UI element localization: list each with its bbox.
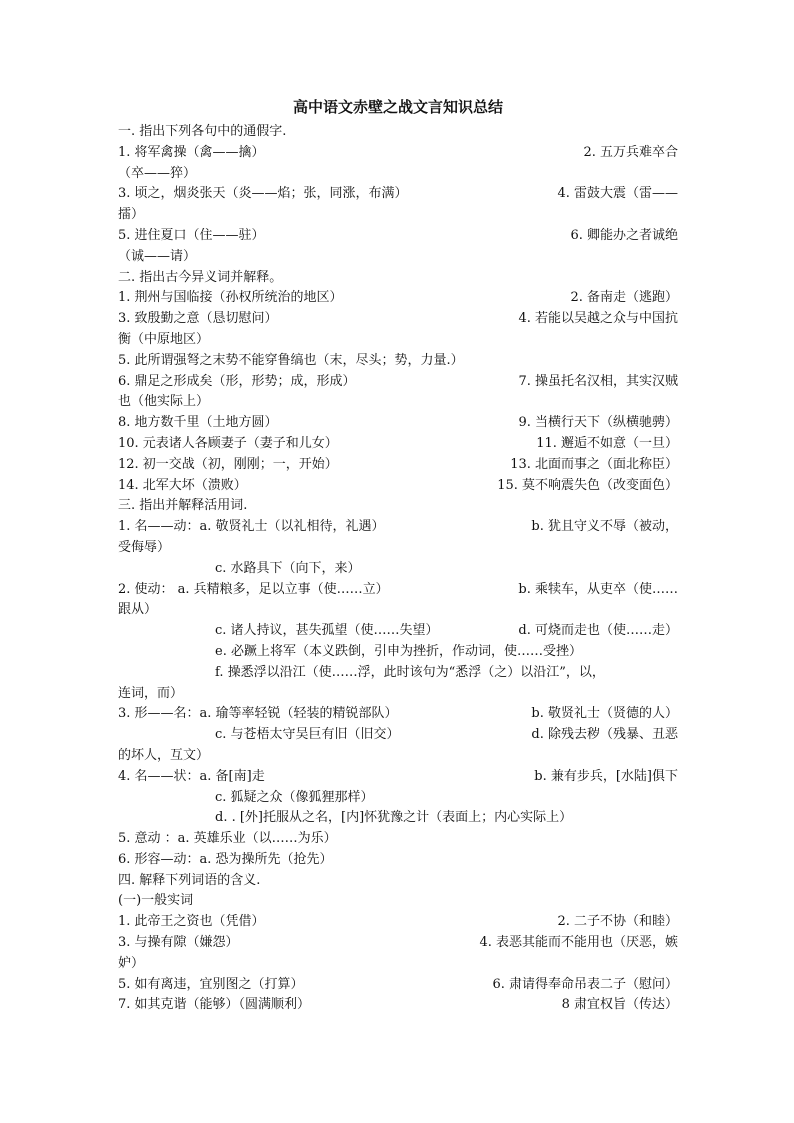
text-line-left: 3. 顷之，烟炎张天（炎——焰；张，同涨，布满） bbox=[118, 186, 408, 202]
text-line: 一. 指出下列各句中的通假字. bbox=[118, 124, 287, 139]
text-line-pair bbox=[118, 725, 678, 746]
text-line-right: 2. 五万兵难卒合 bbox=[583, 144, 678, 160]
text-line-left: 1. 将军禽操（禽——擒） bbox=[118, 144, 265, 160]
text-line-left: 4. 名——状：a. 备[南]走 bbox=[118, 768, 265, 784]
text-line: d. . [外]托服从之名，[内]怀犹豫之计（表面上；内心实际上） bbox=[215, 810, 573, 826]
text-line: 擂） bbox=[118, 207, 145, 223]
text-line-pair bbox=[118, 580, 678, 601]
text-line-left: c. 诸人持议，甚失孤望（使……失望） bbox=[215, 623, 439, 639]
text-line-right: 6. 肃请得奉命吊表二子（慰问） bbox=[492, 976, 678, 992]
text-line-left: 3. 与操有隙（嫌怨） bbox=[118, 935, 239, 951]
text-line-left: 10. 元表诸人各顾妻子（妻子和儿女） bbox=[118, 435, 338, 451]
text-line-right: 2. 二子不协（和睦） bbox=[557, 914, 678, 930]
text-line-right: d. 可烧而走也（使……走） bbox=[518, 623, 678, 639]
text-line: 5. 此所谓强弩之末势不能穿鲁缟也（末，尽头；势，力量.） bbox=[118, 352, 464, 368]
text-line-right: b. 犹且守义不辱（被动， bbox=[531, 519, 678, 535]
text-line-pair bbox=[118, 184, 678, 205]
text-line: 四. 解释下列词语的含义. bbox=[118, 872, 261, 888]
text-line-pair bbox=[118, 434, 678, 455]
text-line-pair bbox=[118, 975, 678, 996]
text-line-right: 4. 雷鼓大震（雷—— bbox=[557, 186, 678, 202]
text-line-pair bbox=[118, 288, 678, 309]
text-line-right: d. 除残去秽（残暴、丑恶 bbox=[531, 727, 678, 743]
text-line-pair bbox=[118, 933, 678, 954]
text-line-left: 1. 此帝王之资也（凭借） bbox=[118, 914, 265, 930]
text-line-left: 6. 鼎足之形成矣（形，形势；成，形成） bbox=[118, 373, 356, 389]
text-line: （诚——请） bbox=[118, 248, 197, 264]
text-line-pair bbox=[118, 621, 678, 642]
text-line: 6. 形容—动：a. 恐为操所先（抢先） bbox=[118, 851, 333, 867]
text-line: c. 水路具下（向下，来） bbox=[215, 560, 361, 576]
text-line: e. 必蹶上将军（本义跌倒，引申为挫折，作动词，使……受挫） bbox=[215, 643, 582, 659]
text-line-pair bbox=[118, 704, 678, 725]
text-line: (一)一般实词 bbox=[118, 893, 194, 909]
text-line-right: 4. 若能以吴越之众与中国抗 bbox=[518, 311, 678, 327]
text-line-pair bbox=[118, 226, 678, 247]
text-line-right: 11. 邂逅不如意（一旦） bbox=[536, 435, 678, 451]
text-line: 连词，而） bbox=[118, 685, 184, 701]
text-line-pair bbox=[118, 995, 678, 1016]
text-line-right: 7. 操虽托名汉相，其实汉贼 bbox=[518, 373, 678, 389]
text-line-right: 8 肃宜权旨（传达） bbox=[561, 997, 678, 1013]
text-line-left: 5. 进住夏口（住——驻） bbox=[118, 227, 265, 243]
text-line-left: 14. 北军大坏（溃败） bbox=[118, 477, 247, 493]
text-line-pair bbox=[118, 912, 678, 933]
text-line-right: 9. 当横行天下（纵横驰骋） bbox=[518, 415, 678, 431]
text-line-right: b. 兼有步兵，[水陆]俱下 bbox=[534, 768, 678, 784]
text-line-right: 15. 莫不响震失色（改变面色） bbox=[497, 477, 678, 493]
text-line-right: 2. 备南走（逃跑） bbox=[570, 290, 678, 306]
text-line-right: b. 乘犊车，从吏卒（使…… bbox=[518, 581, 678, 597]
text-line-left: 3. 致殷勤之意（恳切慰问） bbox=[118, 311, 278, 327]
text-line-pair bbox=[118, 455, 678, 476]
text-line-right: 6. 卿能办之者诚绝 bbox=[570, 227, 678, 243]
text-line-right: b. 敬贤礼士（贤德的人） bbox=[531, 706, 678, 722]
text-line-pair bbox=[118, 372, 678, 393]
text-line-pair bbox=[118, 143, 678, 164]
text-line-left: 12. 初一交战（初，刚刚；一，开始） bbox=[118, 456, 338, 472]
text-line-left: 1. 名——动：a. 敬贤礼士（以礼相待，礼遇） bbox=[118, 519, 385, 535]
text-line-left: 8. 地方数千里（土地方圆） bbox=[118, 415, 278, 431]
text-line-left: 7. 如其克谐（能够）（圆满顺利） bbox=[118, 997, 311, 1013]
text-line-left: 5. 如有离违，宜别图之（打算） bbox=[118, 976, 304, 992]
text-line: 的坏人，互文） bbox=[118, 747, 210, 763]
text-line: （卒——猝） bbox=[118, 165, 197, 181]
text-line: 妒） bbox=[118, 955, 145, 971]
text-line: 跟从） bbox=[118, 602, 158, 618]
text-line-right: 13. 北面而事之（面北称臣） bbox=[510, 456, 678, 472]
text-line-pair bbox=[118, 476, 678, 497]
text-line-pair bbox=[118, 517, 678, 538]
text-line-pair bbox=[118, 309, 678, 330]
document-page bbox=[118, 96, 678, 1016]
text-line-pair bbox=[118, 767, 678, 788]
text-line: 二. 指出古今异义词并解释。 bbox=[118, 269, 283, 285]
text-line-right: 4. 表恶其能而不能用也（厌恶，嫉 bbox=[479, 935, 678, 951]
text-line: 5. 意动 ：a. 英雄乐业（以……为乐） bbox=[118, 831, 337, 847]
document-body bbox=[118, 122, 678, 1016]
text-line: 受侮辱） bbox=[118, 539, 171, 555]
text-line-left: 1. 荆州与国临接（孙权所统治的地区） bbox=[118, 290, 343, 306]
text-line: 衡（中原地区） bbox=[118, 331, 210, 347]
text-line-left: 2. 使动： a. 兵精粮多，足以立事（使……立） bbox=[118, 581, 389, 597]
text-line: f. 操悉浮以沿江（使……浮，此时该句为“悉浮（之）以沿江”，以， bbox=[215, 664, 605, 680]
text-line: 三. 指出并解释活用词. bbox=[118, 498, 248, 514]
text-line-left: 3. 形——名：a. 瑜等率轻锐（轻装的精锐部队） bbox=[118, 706, 398, 722]
text-line-left: c. 与苍梧太守吴巨有旧（旧交） bbox=[215, 727, 400, 743]
text-line: 也（他实际上） bbox=[118, 394, 210, 410]
page-title: 高中语文赤壁之战文言知识总结 bbox=[292, 98, 503, 116]
text-line: c. 狐疑之众（像狐狸那样） bbox=[215, 789, 374, 805]
text-line-pair bbox=[118, 413, 678, 434]
